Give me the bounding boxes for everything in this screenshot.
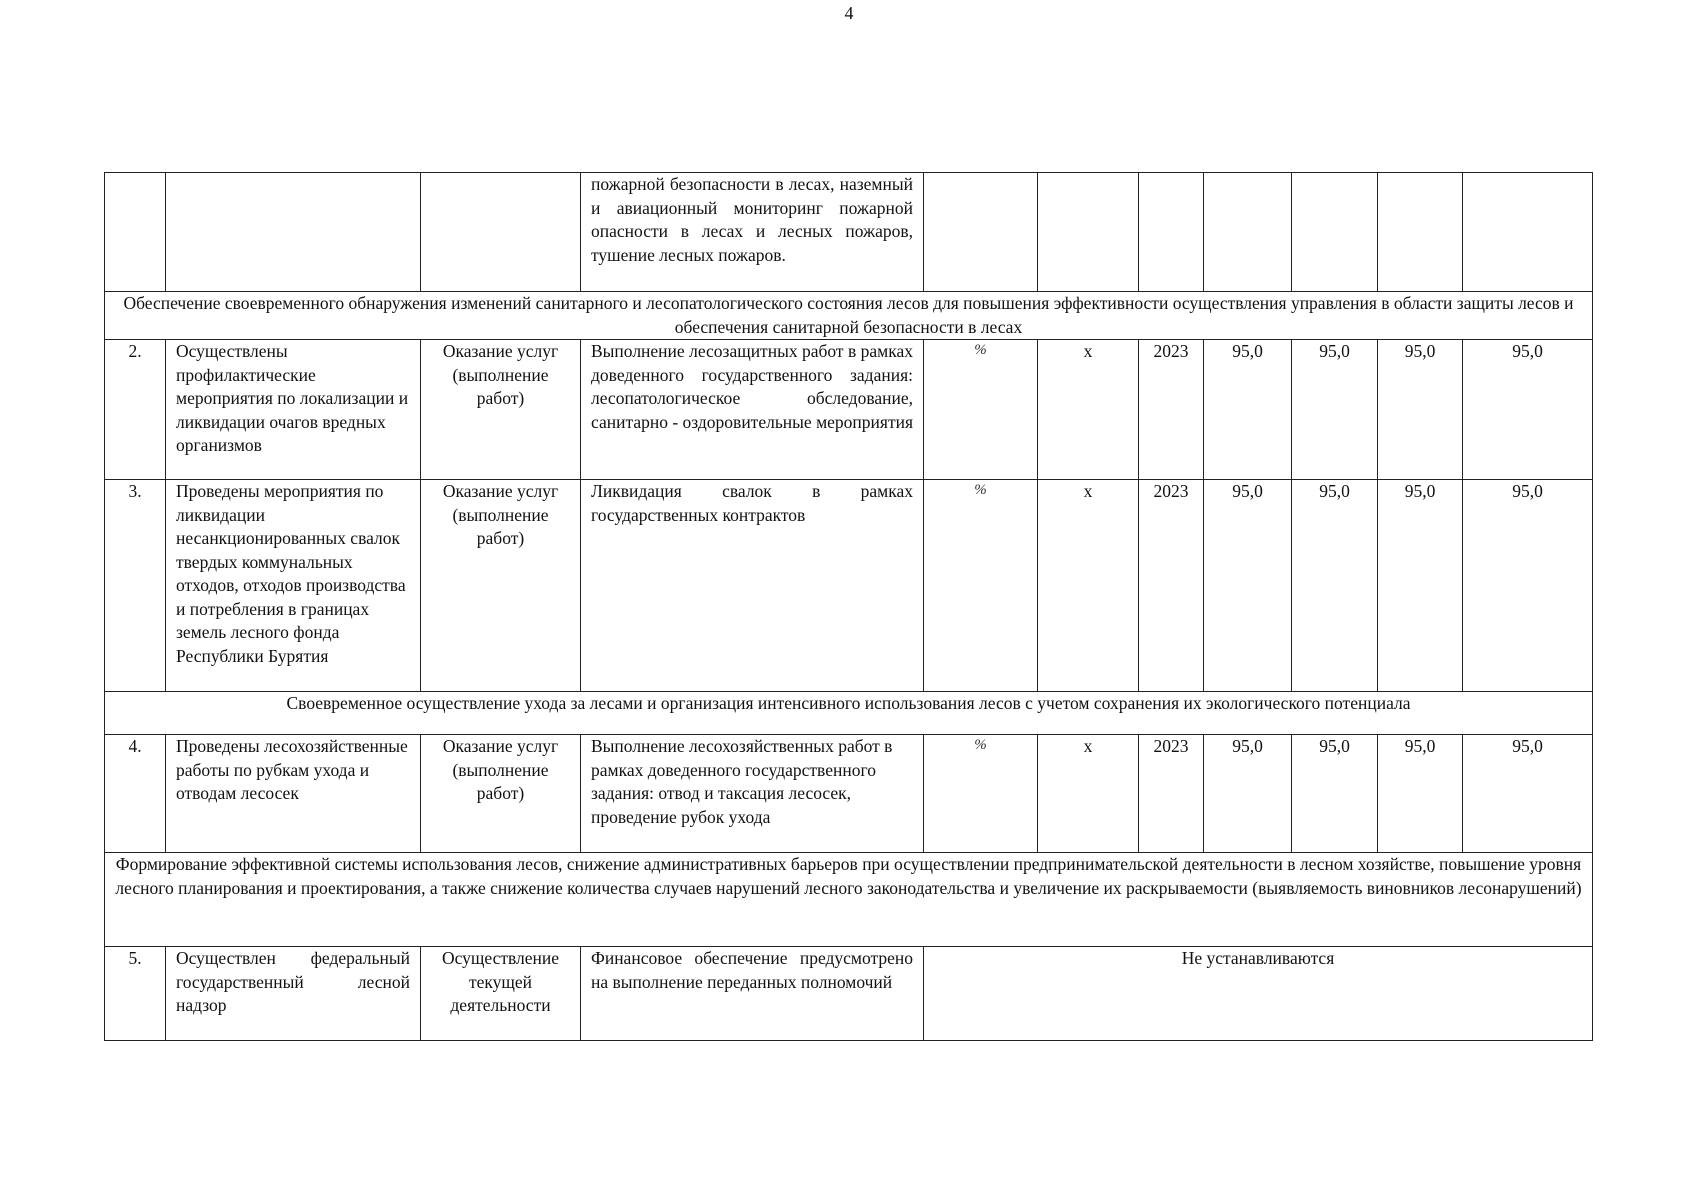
cell-activities: Выполнение лесохозяйственных работ в рамках доведенного государственного задания: отвод и таксация лесосек, проведение рубок ухода	[581, 735, 924, 853]
section-heading: Обеспечение своевременного обнаружения изменений санитарного и лесопатологического состояния лесов для повышения эффективности осуществления управления в области защиты лесов и обеспечения санитарной безопасности в лесах	[105, 292, 1593, 340]
cell-result: Осуществлены профилактические мероприятия по локализации и ликвидации очагов вредных организмов	[166, 340, 421, 480]
cell-value: 95,0	[1463, 480, 1593, 692]
cell-value	[1292, 173, 1378, 292]
cell-base: х	[1038, 480, 1139, 692]
table-row	[105, 735, 1593, 853]
cell-type: Осуществление текущей деятельности	[421, 947, 581, 1041]
cell-value: 95,0	[1292, 735, 1378, 853]
cell-value: 95,0	[1378, 735, 1463, 853]
cell-base: х	[1038, 735, 1139, 853]
cell-value: 95,0	[1463, 340, 1593, 480]
cell-num: 4.	[105, 735, 166, 853]
cell-year: 2023	[1139, 480, 1204, 692]
cell-unit: %	[924, 480, 1038, 692]
section-row	[105, 292, 1593, 340]
cell-value: 95,0	[1463, 735, 1593, 853]
table-row	[105, 947, 1593, 1041]
section-row	[105, 853, 1593, 947]
cell-type	[421, 173, 581, 292]
cell-result	[166, 173, 421, 292]
table-row	[105, 340, 1593, 480]
cell-result: Проведены мероприятия по ликвидации несанкционированных свалок твердых коммунальных отходов, отходов производства и потребления в границах земель лесного фонда Республики Бурятия	[166, 480, 421, 692]
cell-value: 95,0	[1204, 480, 1292, 692]
section-heading: Своевременное осуществление ухода за лесами и организация интенсивного использования лесов с учетом сохранения их экологического потенциала	[105, 692, 1593, 735]
table-row	[105, 480, 1593, 692]
cell-value: 95,0	[1204, 735, 1292, 853]
cell-activities: пожарной безопасности в лесах, наземный и авиационный мониторинг пожарной опасности в лесах и лесных пожаров, тушение лесных пожаров.	[581, 173, 924, 292]
results-table	[104, 172, 1593, 1041]
cell-activities: Финансовое обеспечение предусмотрено на выполнение переданных полномочий	[581, 947, 924, 1041]
cell-result: Проведены лесохозяйственные работы по рубкам ухода и отводам лесосек	[166, 735, 421, 853]
cell-value: 95,0	[1204, 340, 1292, 480]
cell-activities: Ликвидация свалок в рамках государственных контрактов	[581, 480, 924, 692]
cell-num: 5.	[105, 947, 166, 1041]
table-row-continuation	[105, 173, 1593, 292]
cell-value	[1463, 173, 1593, 292]
cell-activities: Выполнение лесозащитных работ в рамках доведенного государственного задания: лесопатологическое обследование, санитарно - оздоровительные мероприятия	[581, 340, 924, 480]
cell-merged-note: Не устанавливаются	[924, 947, 1593, 1041]
cell-value: 95,0	[1292, 340, 1378, 480]
cell-year: 2023	[1139, 735, 1204, 853]
cell-result: Осуществлен федеральный государственный лесной надзор	[166, 947, 421, 1041]
cell-value: 95,0	[1378, 340, 1463, 480]
cell-value	[1204, 173, 1292, 292]
cell-type: Оказание услуг (выполнение работ)	[421, 735, 581, 853]
cell-value: 95,0	[1292, 480, 1378, 692]
section-row	[105, 692, 1593, 735]
cell-year	[1139, 173, 1204, 292]
cell-unit: %	[924, 735, 1038, 853]
cell-type: Оказание услуг (выполнение работ)	[421, 340, 581, 480]
cell-value: 95,0	[1378, 480, 1463, 692]
cell-type: Оказание услуг (выполнение работ)	[421, 480, 581, 692]
cell-base: х	[1038, 340, 1139, 480]
cell-base	[1038, 173, 1139, 292]
section-heading: Формирование эффективной системы использования лесов, снижение административных барьеров при осуществлении предпринимательской деятельности в лесном хозяйстве, повышение уровня лесного планирования и проектирования, а также снижение количества случаев нарушений лесного законодательства и увеличение их раскрываемости (выявляемость виновников лесонарушений)	[105, 853, 1593, 947]
cell-num: 2.	[105, 340, 166, 480]
cell-value	[1378, 173, 1463, 292]
cell-unit: %	[924, 340, 1038, 480]
cell-num: 3.	[105, 480, 166, 692]
page-number: 4	[844, 3, 854, 23]
cell-year: 2023	[1139, 340, 1204, 480]
cell-unit	[924, 173, 1038, 292]
cell-num	[105, 173, 166, 292]
